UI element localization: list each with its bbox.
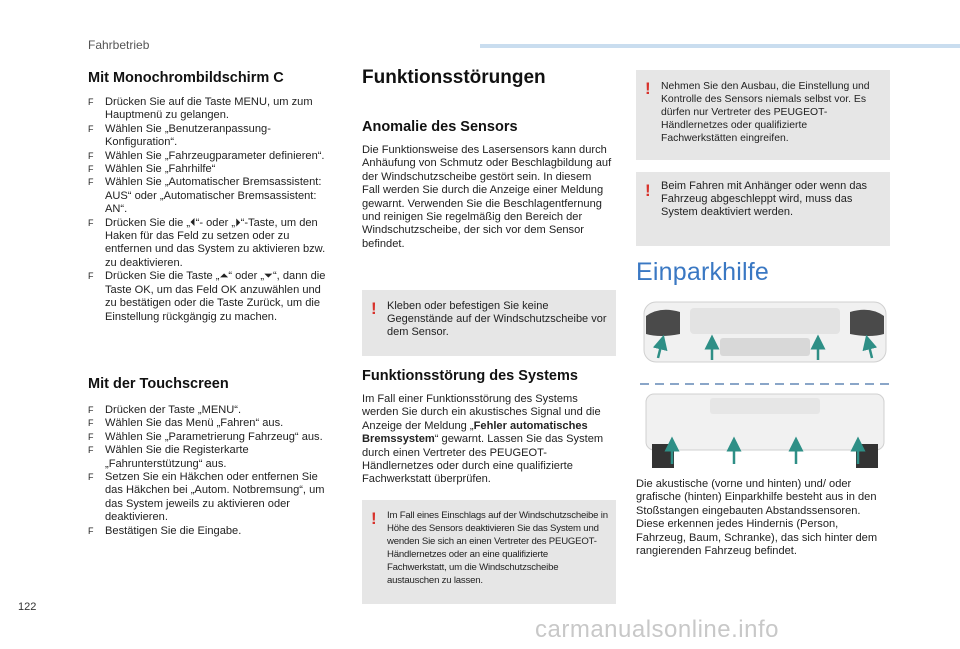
warning-box-trailer [636,172,890,246]
list-item: F Drücken der Taste „MENU“. [88,404,242,416]
warning-box-sensor [362,290,616,356]
malfunctions-title: Funktionsstörungen [362,67,546,88]
warning-icon: ! [371,299,377,318]
parking-title: Einparkhilfe [636,258,770,286]
warning-text: Im Fall eines Einschlags auf der Windschutzscheibe in Höhe des Sensors deaktivieren Sie das System und wenden Sie sich an einen Vertreter des PEUGEOT-Händlernetzes oder an eine qualifizierte Fachwerkstatt, um die Windschutzscheibe austauschen zu lassen. [387,510,608,586]
list-item: F Drücken Sie die „⏴“- oder „⏵“-Taste, um den Haken für das Feld zu setzen oder zu entfernen und das System zu aktivieren bzw. zu deaktivieren. [88,216,326,269]
list-item: F Setzen Sie ein Häkchen oder entfernen Sie das Häkchen bei „Autom. Notbremsung“, um das System jeweils zu aktivieren oder deaktivieren. [88,471,325,524]
list-item: F Wählen Sie „Automatischer Bremsassistent: AUS“ oder „Automatischer Bremsassistent: AN“. [88,176,322,216]
warning-text: Beim Fahren mit Anhänger oder wenn das Fahrzeug abgeschleppt wird, muss das System deaktiviert werden. [661,180,868,219]
list-item: F Wählen Sie die Registerkarte „Fahrunterstützung“ aus. [88,444,249,470]
watermark: carmanualsonline.info [535,616,779,643]
warning-box-sensor-service [636,70,890,160]
header-bar [480,44,960,48]
rear-bumper-illustration [646,394,884,468]
list-item: F Wählen Sie „Fahrhilfe“ [88,163,216,176]
list-item: F Drücken Sie die Taste „⏶“ oder „⏷“, dann die Taste OK, um das Feld OK anzuwählen und zu bestätigen oder die Taste Zurück, um die Einstellung rückgängig zu machen. [88,270,326,323]
parking-sensor-diagram [640,294,890,470]
warning-icon: ! [371,509,377,528]
list-item: F Drücken Sie auf die Taste MENU, um zum Hauptmenü zu gelangen. [88,96,313,122]
list-item: F Wählen Sie „Benutzeranpassung-Konfiguration“. [88,122,271,149]
system-text: Im Fall einer Funktionsstörung des Systems werden Sie durch ein akustisches Signal und die Anzeige der Meldung „Fehler automatisches Bremssystem“ gewarnt. Lassen Sie das System durch einen Vertreter des PEUGEOT-Händlernetzes oder durch eine qualifizierte Fachwerkstatt überprüfen. [362,393,604,486]
system-title: Funktionsstörung des Systems [362,368,578,384]
front-bumper-illustration [644,302,886,362]
touch-title: Mit der Touchscreen [88,376,229,392]
list-item: F Wählen Sie „Parametrierung Fahrzeug“ aus. [88,430,323,443]
list-item: F Wählen Sie „Fahrzeugparameter definieren“. [88,149,325,162]
page-number: 122 [18,601,37,613]
mono-title: Mit Monochrombildschirm C [88,70,284,86]
list-item: F Wählen Sie das Menü „Fahren“ aus. [88,417,284,430]
warning-text: Kleben oder befestigen Sie keine Gegenstände auf der Windschutzscheibe vor dem Sensor. [387,300,607,339]
anomaly-title: Anomalie des Sensors [362,119,518,135]
touch-list [88,404,336,538]
mono-list [88,96,333,324]
warning-box-windshield [362,500,616,604]
warning-icon: ! [645,181,651,200]
parking-text: Die akustische (vorne und hinten) und/ oder grafische (hinten) Einparkhilfe besteht aus in den Stoßstangen eingebauten Abstandssensoren. Diese erkennen jedes Hindernis (Person, Fahrzeug, Baum, Schranke), das sich hinter dem rangierenden Fahrzeug befindet. [636,478,878,558]
warning-icon: ! [645,79,651,98]
list-item: F Bestätigen Sie die Eingabe. [88,524,242,537]
section-header: Fahrbetrieb [88,38,150,52]
anomaly-text: Die Funktionsweise des Lasersensors kann durch Anhäufung von Schmutz oder Beschlagbildung auf der Windschutzscheibe gestört sein. In diesem Fall werden Sie durch die Anzeige einer Meldung gewarnt. Verwenden Sie die Beschlagentfernung und reinigen Sie regelmäßig den Bereich der Windschutzscheibe, der sich vor dem Sensor befindet. [362,144,612,250]
warning-text: Nehmen Sie den Ausbau, die Einstellung und Kontrolle des Sensors niemals selbst vor. Es dürfen nur Vertreter des PEUGEOT-Händlernetzes oder qualifizierte Fachwerkstätten eingreifen. [661,81,870,144]
